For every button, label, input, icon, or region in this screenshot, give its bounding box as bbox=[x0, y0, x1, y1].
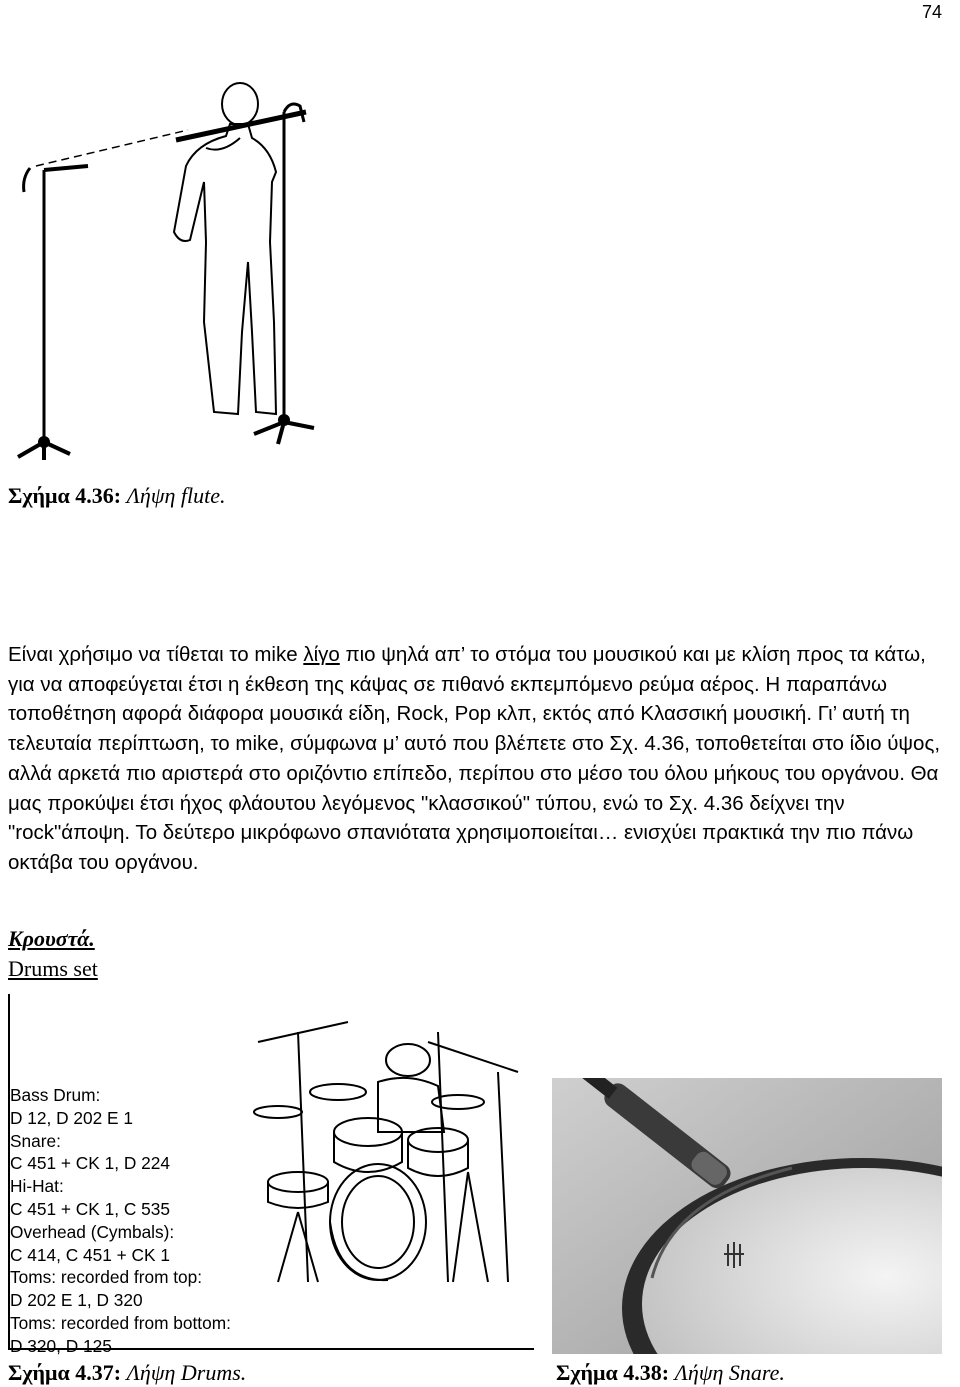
caption-text: Λήψη flute. bbox=[126, 483, 226, 508]
spec-line: Snare: bbox=[10, 1130, 61, 1151]
spec-line: D 202 E 1, D 320 bbox=[10, 1290, 143, 1311]
flute-mic-illustration bbox=[8, 82, 348, 482]
body-paragraph bbox=[8, 640, 953, 878]
section-heading: Κρουστά. bbox=[8, 926, 95, 951]
caption-text: Λήψη Snare. bbox=[674, 1360, 785, 1385]
spec-line: C 451 + CK 1, D 224 bbox=[10, 1153, 170, 1174]
spec-line: Toms: recorded from top: bbox=[10, 1267, 203, 1288]
caption-label: Σχήμα 4.38: bbox=[556, 1360, 670, 1385]
page-number: 74 bbox=[921, 2, 942, 22]
spec-line: Overhead (Cymbals): bbox=[10, 1221, 175, 1242]
spec-line: Toms: recorded from bottom: bbox=[10, 1312, 231, 1333]
caption-label: Σχήμα 4.37: bbox=[8, 1360, 122, 1385]
section-subheading: Drums set bbox=[8, 956, 98, 981]
spec-line: Bass Drum: bbox=[10, 1085, 101, 1105]
figure-caption bbox=[556, 1360, 785, 1386]
drums-figure bbox=[8, 994, 534, 1358]
paragraph-text-rest: πιο ψηλά απ’ το στόμα του μουσικού και με κλίση προς τα κάτω, για να αποφεύγεται έτσι η έκθεση της κάψας σε πιθανό εκπεμπόμενο ρεύμα αέρος. Η παραπάνω τοποθέτηση αφορά διάφορα μουσικά είδη, Rock, Pop κλπ, εκτός από Κλασσική μουσική. Γι’ αυτή τη τελευταία περίπτωση, το mike, σύμφωνα μ’ αυτό που βλέπετε στο Σχ. 4.36, τοποθετείται στο ίδιο ύψος, αλλά αρκετά πιο αριστερά στο οριζόντιο επίπεδο, περίπου στο μέσο του όλου μήκους του οργάνου. Θα μας προκύψει έτσι ήχος φλάουτου λεγόμενος "κλασσικού" τύπου, ενώ το Σχ. 4.36 δείχνει την "rock"άποψη. Το δεύτερο μικρόφωνο σπανιότατα χρησιμοποιείται… ενισχύει πρακτικά την πιο πάνω οκτάβα του οργάνου. bbox=[8, 643, 941, 874]
mic-spec-list bbox=[10, 1084, 231, 1358]
snare-photo bbox=[552, 1078, 942, 1354]
figure-caption bbox=[8, 483, 226, 509]
caption-text: Λήψη Drums. bbox=[126, 1360, 247, 1385]
spec-line: Hi-Hat: bbox=[10, 1176, 64, 1197]
underlined-word: λίγο bbox=[303, 643, 340, 666]
spec-line: D 12, D 202 E 1 bbox=[10, 1107, 133, 1128]
paragraph-text-start: Είναι χρήσιμο να τίθεται το mike bbox=[8, 643, 304, 666]
spec-line: C 451 + CK 1, C 535 bbox=[10, 1198, 170, 1219]
spec-line: C 414, C 451 + CK 1 bbox=[10, 1244, 170, 1265]
figure-caption bbox=[8, 1360, 246, 1386]
caption-label: Σχήμα 4.36: bbox=[8, 483, 122, 508]
drum-kit-illustration bbox=[238, 1012, 528, 1312]
spec-line: D 320, D 125 bbox=[10, 1335, 112, 1356]
